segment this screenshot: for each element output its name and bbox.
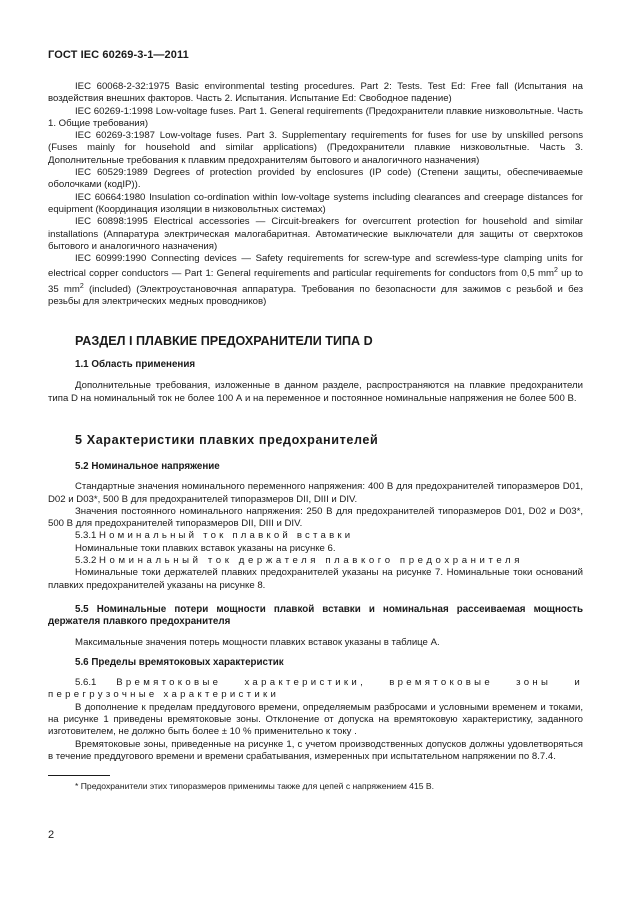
paragraph: Номинальные токи держателей плавких предохранителей указаны на рисунке 7. Номинальные токи оснований плавких предохранителей указаны на рисунке 8.	[48, 567, 583, 591]
paragraph: В дополнение к пределам преддугового времени, определяемым разбросами и условными временем и токами, на рисунке 1 приведены времятоковые зоны. Отклонение от допуска на времятоковую характеристику, заданного изготовителем, не должно быть более ± 10 % применительно к току .	[48, 701, 583, 738]
clause-heading	[48, 677, 583, 702]
superscript: 2	[79, 282, 84, 290]
paragraph: Значения постоянного номинального напряжения: 250 В для предохранителей типоразмеров D01, D02 и D03*, 500 В для предохранителей типоразмеров DII, DIII и DIV.	[48, 505, 583, 530]
clause-heading	[48, 555, 583, 567]
subsection-title: 5.2 Номинальное напряжение	[75, 461, 220, 472]
footnote: * Предохранители этих типоразмеров применимы также для цепей с напряжением 415 В.	[75, 781, 435, 791]
page-number: 2	[48, 829, 55, 841]
normative-references	[48, 81, 583, 309]
clause-number: 5.3.2	[75, 555, 97, 567]
document-header: ГОСТ IEC 60269-3-1—2011	[48, 49, 189, 61]
clause-title: Номинальный ток держателя плавкого предохранителя	[99, 555, 523, 567]
paragraph: Номинальные токи плавких вставок указаны на рисунке 6.	[75, 542, 336, 554]
superscript: 2	[553, 267, 558, 275]
clause-number: 5.6.1	[75, 677, 97, 689]
section-5	[48, 433, 583, 763]
subsection-title: 5.5 Номинальные потери мощности плавкой вставки и номинальная рассеиваемая мощность держателя плавкого предохранителя	[48, 603, 583, 628]
section-title: 5 Характеристики плавких предохранителей	[75, 433, 379, 447]
paragraph: Времятоковые зоны, приведенные на рисунке 1, с учетом производственных допусков должны удовлетворяться в течение преддугового времени и времени срабатывания, измеренных при испытательном напряжении по 8.7.4.	[48, 738, 583, 762]
reference-item: IEC 60269-1:1998 Low-voltage fuses. Part 1. General requirements (Предохранители плавкие низковольтные. Часть 1. Общие требования)	[48, 105, 583, 129]
reference-item: IEC 60898:1995 Electrical accessories — Circuit-breakers for overcurrent protection for household and similar installations (Аппаратура электрическая малогабаритная. Автоматические выключатели для защиты от сверхтоков бытового и аналогичного назначения)	[48, 216, 583, 252]
subsection-title: 5.6 Пределы времятоковых характеристик	[75, 656, 284, 668]
subsection-title: 1.1 Область применения	[75, 359, 196, 370]
section-title: РАЗДЕЛ I ПЛАВКИЕ ПРЕДОХРАНИТЕЛИ ТИПА D	[75, 334, 373, 348]
clause-title: Времятоковые характеристики, времятоковые зоны и перегрузочные характеристики	[48, 677, 583, 701]
reference-text: up to 35 mm	[48, 268, 583, 296]
clause-number: 5.3.1	[75, 530, 97, 542]
reference-item: IEC 60664:1980 Insulation co-ordination within low-voltage systems including clearances and creepage distances for equipment (Координация изоляции в низковольтных системах)	[48, 191, 583, 215]
paragraph: Дополнительные требования, изложенные в данном разделе, распространяются на плавкие предохранители типа D на номинальный ток не более 100 А и на переменное и постоянное номинальные напряжения не более 500 В.	[48, 380, 583, 404]
reference-item: IEC 60269-3:1987 Low-voltage fuses. Part 3. Supplementary requirements for fuses for use by unskilled persons (Fuses mainly for household and similar applications) (Предохранители плавкие низковольтные. Часть 3. Дополнительные требования к плавким предохранителям бытового и аналогичного назначения)	[48, 130, 583, 166]
footnote-separator	[48, 775, 110, 776]
reference-text: (included) (Электроустановочная аппаратура. Требования по безопасности для зажимов с резьбой и без резьбы для электрических медных проводников)	[48, 284, 583, 308]
reference-item	[48, 253, 583, 309]
section-i	[48, 334, 583, 405]
reference-item: IEC 60529:1989 Degrees of protection provided by enclosures (IP code) (Степени защиты, обеспечиваемые оболочками (кодIP)).	[48, 167, 583, 191]
clause-heading	[48, 530, 583, 542]
reference-item: IEC 60068-2-32:1975 Basic environmental testing procedures. Part 2: Tests. Test Ed: Free fall (Испытания на воздействия внешних факторов. Часть 2. Испытания. Испытание Ed: Свободное падение)	[48, 81, 583, 105]
paragraph: Стандартные значения номинального переменного напряжения: 400 В для предохранителей типоразмеров D01, D02 и D03*, 500 В для предохранителей типоразмеров DII, DIII и DIV.	[48, 481, 583, 505]
clause-title: Номинальный ток плавкой вставки	[99, 530, 354, 542]
reference-text: IEC 60999:1990 Connecting devices — Safety requirements for screw-type and screwless-type clamping units for electrical copper conductors — Part 1: General requirements and particular requirements for conductors from 0,5 mm	[48, 253, 583, 280]
paragraph: Максимальные значения потерь мощности плавких вставок указаны в таблице А.	[75, 636, 440, 648]
